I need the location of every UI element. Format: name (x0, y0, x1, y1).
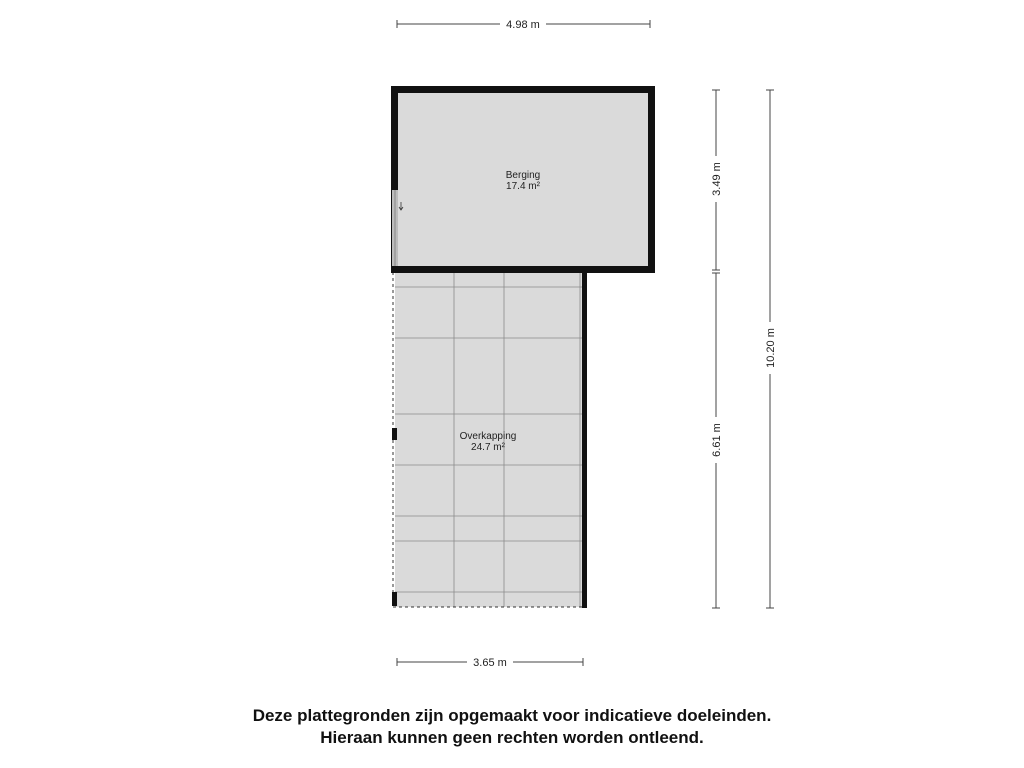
post-middle (392, 428, 397, 440)
dimension-overkapping-height-label: 6.61 m (711, 423, 723, 457)
room-berging (391, 86, 655, 273)
dimension-total-height-label: 10.20 m (765, 328, 777, 368)
dimension-berging-height-label: 3.49 m (711, 162, 723, 196)
room-overkapping (392, 270, 587, 608)
dimension-berging-height (708, 90, 724, 270)
disclaimer (0, 705, 1024, 749)
overkapping-name: Overkapping (459, 431, 517, 442)
dimension-bottom-width-label: 3.65 m (473, 657, 507, 669)
overkapping-right-wall (582, 270, 587, 608)
dimension-bottom-width (397, 654, 583, 670)
post-bottom (392, 592, 397, 606)
dimension-overkapping-height (708, 273, 724, 608)
berging-area: 17.4 m² (506, 181, 540, 192)
dimension-top-width-label: 4.98 m (506, 19, 540, 31)
disclaimer-line-1: Deze plattegronden zijn opgemaakt voor indicatieve doeleinden. (252, 706, 772, 725)
berging-name: Berging (505, 170, 541, 181)
overkapping-area: 24.7 m² (471, 442, 505, 453)
dimension-top-width (397, 16, 650, 32)
disclaimer-line-2: Hieraan kunnen geen rechten worden ontleend. (320, 728, 704, 747)
dimension-total-height (762, 90, 778, 608)
